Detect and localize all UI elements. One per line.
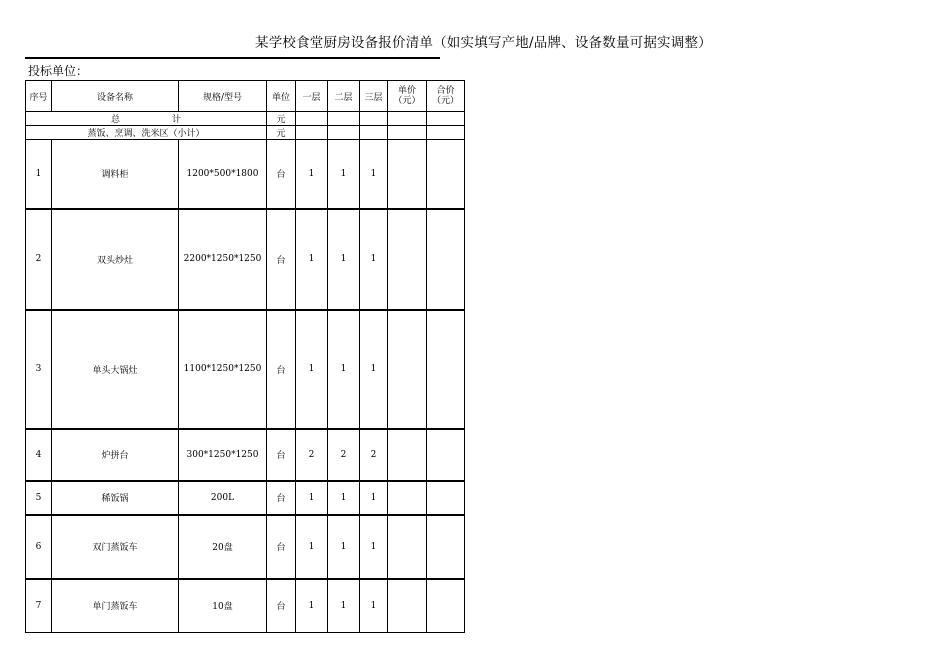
- header-total-price-currency: （元）: [431, 96, 459, 106]
- row-index: 3: [26, 310, 52, 429]
- header-floor3: 三层: [360, 81, 388, 112]
- header-row: [26, 81, 465, 112]
- subtotal-floor1: [296, 126, 328, 140]
- row-spec: 1200*500*1800: [179, 140, 267, 209]
- header-floor2: 二层: [328, 81, 360, 112]
- row-spec: 20盘: [179, 515, 267, 579]
- document-title: 某学校食堂厨房设备报价清单（如实填写产地/品牌、设备数量可据实调整）: [255, 35, 712, 51]
- table-row: [26, 579, 465, 633]
- subtotal-sum: [427, 126, 465, 140]
- total-label: [26, 112, 267, 126]
- row-floor1: 1: [296, 481, 328, 515]
- row-floor3: 2: [360, 429, 388, 481]
- subtotal-floor3: [360, 126, 388, 140]
- row-total-price: [427, 140, 465, 209]
- row-spec: 2200*1250*1250: [179, 209, 267, 310]
- total-floor3: [360, 112, 388, 126]
- row-floor2: 2: [328, 429, 360, 481]
- row-spec: 10盘: [179, 579, 267, 633]
- row-floor2: 1: [328, 515, 360, 579]
- row-index: 7: [26, 579, 52, 633]
- row-floor3: 1: [360, 515, 388, 579]
- subtotal-unit-price: [388, 126, 427, 140]
- row-floor3: 1: [360, 310, 388, 429]
- header-name: 设备名称: [52, 81, 179, 112]
- header-unit: 单位: [267, 81, 296, 112]
- row-spec: 200L: [179, 481, 267, 515]
- row-unit: 台: [267, 515, 296, 579]
- total-unit: 元: [267, 112, 296, 126]
- row-spec: 1100*1250*1250: [179, 310, 267, 429]
- row-index: 1: [26, 140, 52, 209]
- row-unit-price: [388, 310, 427, 429]
- table-row: [26, 140, 465, 209]
- row-unit-price: [388, 579, 427, 633]
- row-floor1: 1: [296, 209, 328, 310]
- row-unit-price: [388, 209, 427, 310]
- row-spec: 300*1250*1250: [179, 429, 267, 481]
- row-name: 炉拼台: [52, 429, 179, 481]
- row-floor2: 1: [328, 209, 360, 310]
- row-floor2: 1: [328, 310, 360, 429]
- total-label-left: 总: [110, 115, 120, 125]
- row-name: 双头炒灶: [52, 209, 179, 310]
- row-floor1: 1: [296, 310, 328, 429]
- total-unit-price: [388, 112, 427, 126]
- row-unit: 台: [267, 209, 296, 310]
- subtotal-label: 蒸饭、烹调、洗米区（小计）: [26, 126, 267, 140]
- row-total-price: [427, 209, 465, 310]
- row-floor1: 1: [296, 515, 328, 579]
- title-divider: [25, 57, 440, 59]
- row-unit-price: [388, 481, 427, 515]
- row-unit: 台: [267, 310, 296, 429]
- row-unit-price: [388, 140, 427, 209]
- row-total-price: [427, 481, 465, 515]
- row-floor1: 1: [296, 579, 328, 633]
- row-floor1: 1: [296, 140, 328, 209]
- header-spec: 规格/型号: [179, 81, 267, 112]
- header-unit-price-label: 单价: [397, 86, 416, 96]
- row-unit-price: [388, 515, 427, 579]
- subtotal-row: [26, 126, 465, 140]
- total-floor2: [328, 112, 360, 126]
- row-total-price: [427, 429, 465, 481]
- bidder-label: 投标单位：: [28, 64, 89, 78]
- quotation-table: [25, 80, 465, 633]
- row-unit-price: [388, 429, 427, 481]
- table-row: [26, 310, 465, 429]
- header-total-price-label: 合价: [436, 86, 455, 96]
- total-sum: [427, 112, 465, 126]
- subtotal-unit: 元: [267, 126, 296, 140]
- table-row: [26, 515, 465, 579]
- row-floor2: 1: [328, 579, 360, 633]
- row-name: 单头大锅灶: [52, 310, 179, 429]
- row-name: 单门蒸饭车: [52, 579, 179, 633]
- table-row: [26, 209, 465, 310]
- row-name: 稀饭锅: [52, 481, 179, 515]
- row-unit: 台: [267, 579, 296, 633]
- row-name: 调料柜: [52, 140, 179, 209]
- row-unit: 台: [267, 481, 296, 515]
- row-total-price: [427, 310, 465, 429]
- row-name: 双门蒸饭车: [52, 515, 179, 579]
- row-index: 2: [26, 209, 52, 310]
- row-total-price: [427, 579, 465, 633]
- row-floor3: 1: [360, 579, 388, 633]
- header-unit-price: [388, 81, 427, 112]
- header-index: 序号: [26, 81, 52, 112]
- row-index: 4: [26, 429, 52, 481]
- row-floor3: 1: [360, 481, 388, 515]
- header-floor1: 一层: [296, 81, 328, 112]
- total-label-right: 计: [172, 115, 182, 125]
- header-unit-price-currency: （元）: [393, 96, 421, 106]
- table-row: [26, 429, 465, 481]
- row-index: 5: [26, 481, 52, 515]
- row-floor1: 2: [296, 429, 328, 481]
- header-total-price: [427, 81, 465, 112]
- table-row: [26, 481, 465, 515]
- row-unit: 台: [267, 429, 296, 481]
- row-floor3: 1: [360, 209, 388, 310]
- row-unit: 台: [267, 140, 296, 209]
- row-floor2: 1: [328, 481, 360, 515]
- row-floor3: 1: [360, 140, 388, 209]
- total-row: [26, 112, 465, 126]
- row-index: 6: [26, 515, 52, 579]
- row-floor2: 1: [328, 140, 360, 209]
- row-total-price: [427, 515, 465, 579]
- subtotal-floor2: [328, 126, 360, 140]
- total-floor1: [296, 112, 328, 126]
